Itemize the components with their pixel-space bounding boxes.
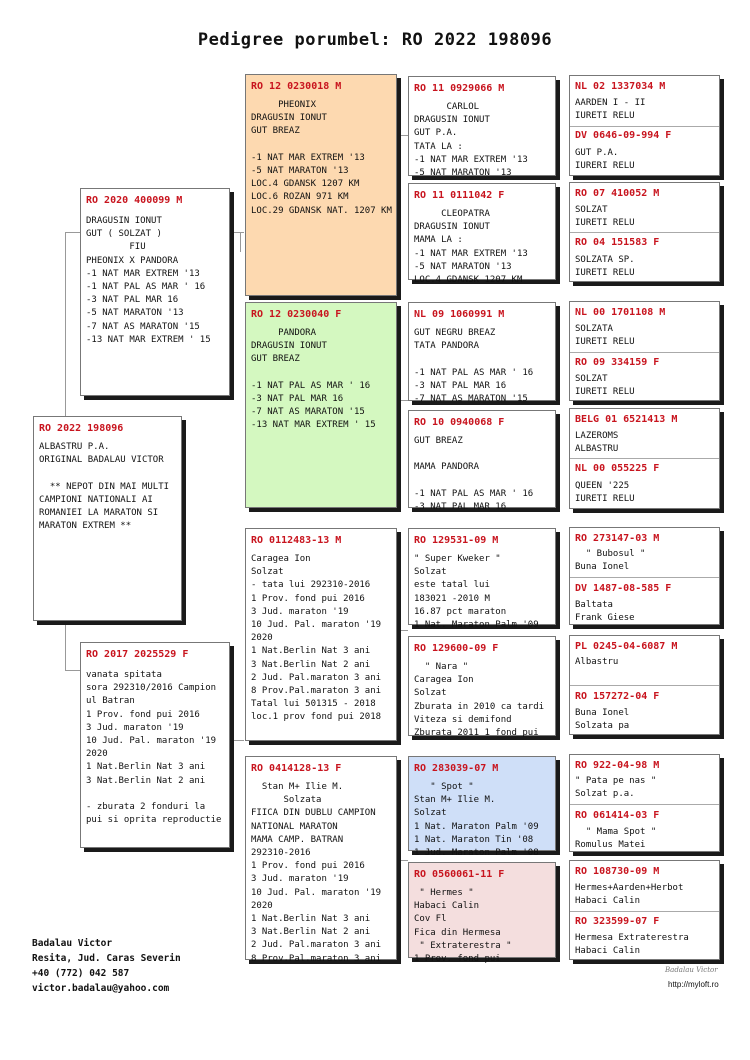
grandparent-card (245, 74, 397, 296)
ring-number: RO 922-04-98 M (575, 760, 660, 771)
pigeon-notes: SOLZAT IURETI RELU (575, 205, 635, 228)
connector-line (400, 135, 408, 136)
connector-line (65, 232, 66, 417)
connector-line (65, 670, 81, 671)
ring-number: RO 129531-09 M (414, 535, 499, 546)
connector-line (230, 232, 244, 233)
ring-number: RO 2020 400099 M (86, 195, 183, 206)
connector-line (400, 400, 408, 401)
divider (570, 911, 719, 912)
connector-line (240, 232, 241, 252)
breeder-email[interactable]: victor.badalau@yahoo.com (32, 983, 170, 994)
ring-number: RO 12 0230018 M (251, 81, 342, 92)
grandparent-card (245, 756, 397, 964)
pigeon-notes: Hermes+Aarden+Herbot Habaci Calin (575, 883, 684, 906)
pigeon-notes: LAZEROMS ALBASTRU (575, 431, 619, 454)
ring-number: DV 0646-09-994 F (575, 130, 672, 141)
ring-number: RO 283039-07 M (414, 763, 499, 774)
ring-number: RO 108730-09 M (575, 866, 660, 877)
pigeon-notes: " Hermes " Habaci Calin Cov Fl Fica din Hermesa " Extraterestra " 1 Prov. fond pui (414, 888, 512, 965)
ancestor-pair-card (569, 301, 720, 401)
ancestor-pair-card (569, 860, 720, 960)
ring-number: RO 129600-09 F (414, 643, 499, 654)
divider (570, 352, 719, 353)
pigeon-notes: " Nara " Caragea Ion Solzat Zburata in 2010 ca tardi Viteza si demifond Zburata 2011 1 fond pui (414, 662, 545, 739)
ring-number: RO 0560061-11 F (414, 869, 505, 880)
pigeon-notes: GUT BREAZ MAMA PANDORA -1 NAT PAL AS MAR ' 16 -3 NAT PAL MAR 16 (414, 436, 534, 513)
connector-line (65, 232, 81, 233)
ancestor-pair-card (569, 408, 720, 509)
pigeon-notes: " Pata pe nas " Solzat p.a. (575, 776, 657, 799)
website-link[interactable]: http://myloft.ro (668, 980, 719, 989)
ring-number: RO 2017 2025529 F (86, 649, 189, 660)
ring-number: DV 1487-08-585 F (575, 583, 672, 594)
pigeon-notes: Stan M+ Ilie M. Solzata FIICA DIN DUBLU CAMPION NATIONAL MARATON MAMA CAMP. BATRAN 292310-2016 1 Prov. fond pui 2016 3 Jud. maraton '19 10 Jud. Pal. maraton '19 2020 1 Nat.Berlin Nat 3 ani 3 Nat.Berlin Nat 2 ani 2 Jud. Pal.maraton 3 ani 8 Prov.Pal.maraton 3 ani (251, 782, 382, 964)
pigeon-notes: PANDORA DRAGUSIN IONUT GUT BREAZ -1 NAT PAL AS MAR ' 16 -3 NAT PAL MAR 16 -7 NAT AS MARATON '15 -13 NAT MAR EXTREM ' 15 (251, 328, 376, 431)
pigeon-notes: DRAGUSIN IONUT GUT ( SOLZAT ) FIU PHEONIX X PANDORA -1 NAT MAR EXTREM '13 -1 NAT PAL AS MAR ' 16 -3 NAT PAL MAR 16 -5 NAT MARATON '13 -7 NAT AS MARATON '15 -13 NAT MAR EXTREM ' 15 (86, 216, 211, 345)
great-grandparent-card (408, 410, 556, 513)
pigeon-notes: SOLZAT IURETI RELU (575, 374, 635, 397)
pigeon-notes: Hermesa Extraterestra Habaci Calin (575, 933, 689, 956)
pigeon-notes: QUEEN '225 IURETI RELU (575, 481, 635, 504)
divider (570, 458, 719, 459)
pigeon-notes: Baltata Frank Giese (575, 600, 635, 623)
ring-number: NL 02 1337034 M (575, 81, 666, 92)
divider (570, 804, 719, 805)
ancestor-pair-card (569, 754, 720, 852)
ring-number: RO 323599-07 F (575, 916, 660, 927)
divider (570, 126, 719, 127)
subject-card (33, 416, 182, 621)
dam-card (80, 642, 230, 848)
pigeon-notes: " Mama Spot " Romulus Matei (575, 827, 657, 850)
pigeon-notes: GUT P.A. IURERI RELU (575, 148, 635, 171)
ancestor-pair-card (569, 635, 720, 735)
breeder-contact (32, 936, 181, 996)
great-grandparent-card (408, 636, 556, 739)
ring-number: RO 04 151583 F (575, 237, 660, 248)
ancestor-pair-card (569, 182, 720, 282)
ring-number: RO 2022 198096 (39, 423, 124, 434)
divider (570, 232, 719, 233)
connector-line (400, 860, 408, 861)
ring-number: NL 00 1701108 M (575, 307, 666, 318)
pigeon-notes: PHEONIX DRAGUSIN IONUT GUT BREAZ -1 NAT MAR EXTREM '13 -5 NAT MARATON '13 LOC.4 GDANSK 1207 KM LOC.6 ROZAN 971 KM LOC.29 GDANSK NAT. 1207 KM (251, 100, 392, 216)
pigeon-notes: CLEOPATRA DRAGUSIN IONUT MAMA LA : -1 NAT MAR EXTREM '13 -5 NAT MARATON '13 LOC.4 GDANSK 1207 KM (414, 209, 528, 286)
great-grandparent-card (408, 862, 556, 965)
pigeon-notes: AARDEN I - II IURETI RELU (575, 98, 646, 121)
breeder-address: Resita, Jud. Caras Severin (32, 953, 181, 964)
connector-line (400, 630, 408, 631)
ring-number: BELG 01 6521413 M (575, 414, 678, 425)
ring-number: RO 11 0929066 M (414, 83, 505, 94)
connector-line (65, 620, 66, 670)
divider (570, 577, 719, 578)
page-title: Pedigree porumbel: RO 2022 198096 (197, 30, 553, 50)
great-grandparent-card (408, 183, 556, 286)
pigeon-notes: vanata spitata sora 292310/2016 Campion ul Batran 1 Prov. fond pui 2016 3 Jud. maraton '19 10 Jud. Pal. maraton '19 2020 1 Nat.Berlin Nat 3 ani 3 Nat.Berlin Nat 2 ani - zburata 2 fonduri la pui si oprita reproductie (86, 670, 222, 826)
ring-number: NL 00 055225 F (575, 463, 660, 474)
great-grandparent-card (408, 302, 556, 405)
pigeon-notes: ALBASTRU P.A. ORIGINAL BADALAU VICTOR ** NEPOT DIN MAI MULTI CAMPIONI NATIONALI AI ROMANIEI LA MARATON SI MARATON EXTREM ** (39, 442, 170, 532)
ring-number: RO 0414128-13 F (251, 763, 342, 774)
ring-number: RO 11 0111042 F (414, 190, 505, 201)
pigeon-notes: CARLOL DRAGUSIN IONUT GUT P.A. TATA LA : -1 NAT MAR EXTREM '13 -5 NAT MARATON '13 (414, 102, 528, 179)
ring-number: RO 0112483-13 M (251, 535, 342, 546)
ring-number: RO 157272-04 F (575, 691, 660, 702)
connector-line (230, 740, 244, 741)
pigeon-notes: " Bubosul " Buna Ionel (575, 549, 646, 572)
great-grandparent-card (408, 76, 556, 179)
pigeon-notes: Buna Ionel Solzata pa (575, 708, 630, 731)
grandparent-card (245, 528, 397, 741)
ring-number: RO 12 0230040 F (251, 309, 342, 320)
grandparent-card (245, 302, 397, 508)
ring-number: RO 07 410052 M (575, 188, 660, 199)
ring-number: RO 061414-03 F (575, 810, 660, 821)
ring-number: NL 09 1060991 M (414, 309, 505, 320)
pigeon-notes: GUT NEGRU BREAZ TATA PANDORA -1 NAT PAL AS MAR ' 16 -3 NAT PAL MAR 16 -7 NAT AS MARATON '15 (414, 328, 534, 405)
ring-number: RO 273147-03 M (575, 533, 660, 544)
signature: Badalau Victor (665, 966, 718, 974)
great-grandparent-card (408, 528, 556, 631)
ancestor-pair-card (569, 75, 720, 176)
sire-card (80, 188, 230, 396)
pigeon-notes: SOLZATA IURETI RELU (575, 324, 635, 347)
pigeon-notes: Caragea Ion Solzat - tata lui 292310-2016 1 Prov. fond pui 2016 3 Jud. maraton '19 10 Jud. Pal. maraton '19 2020 1 Nat.Berlin Nat 3 ani 3 Nat.Berlin Nat 2 ani 2 Jud. Pal.maraton 3 ani 8 Prov.Pal.maraton 3 ani Tatal lui 501315 - 2018 loc.1 prov fond pui 2018 (251, 554, 382, 723)
pigeon-notes: SOLZATA SP. IURETI RELU (575, 255, 635, 278)
pigeon-notes: Albastru (575, 657, 619, 667)
divider (570, 685, 719, 686)
great-grandparent-card (408, 756, 556, 859)
pigeon-notes: " Spot " Stan M+ Ilie M. Solzat 1 Nat. Maraton Palm '09 1 Nat. Maraton Tin '08 1 Jud. Maraton Palm '08 (414, 782, 539, 859)
ring-number: RO 09 334159 F (575, 357, 660, 368)
ring-number: PL 0245-04-6087 M (575, 641, 678, 652)
ancestor-pair-card (569, 527, 720, 625)
breeder-phone: +40 (772) 042 587 (32, 968, 130, 979)
breeder-name: Badalau Victor (32, 938, 113, 949)
ring-number: RO 10 0940068 F (414, 417, 505, 428)
pigeon-notes: " Super Kweker " Solzat este tatal lui 183021 -2010 M 16.87 pct maraton 1 Nat. Maraton Palm '09 (414, 554, 539, 631)
